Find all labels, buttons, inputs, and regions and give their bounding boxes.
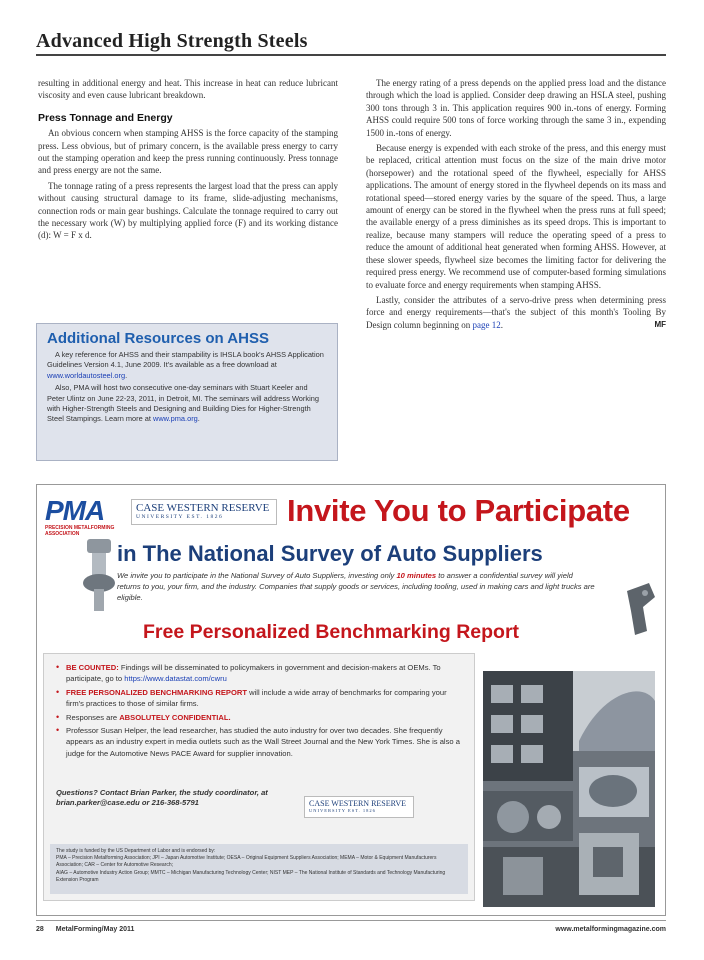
metal-part-image: [81, 535, 117, 615]
running-head-title: Advanced High Strength Steels: [36, 30, 308, 52]
body-paragraph: Because energy is expended with each stroke of the press, and this energy must be replaced, critical attention must focus on the size of the main drive motor (horsepower) and the rotational speed of the flywheel, especially for AHSS applications. The amount of energy stored in the flywheel depends on its mass and rotational speed—stored energy varies by the square of the speed. Thus, a large amount of energy can be stored in the flywheel when the press runs at full speed; the available energy of a press diminishes as its speed drops. This is important to realize, because many stampers will reduce the operating speed of a press to reduce the amount of additional heat generated when forming AHSS. However, at these slower speeds, flywheel size becomes the limiting factor for delivering the required press energy. We recommend use of computer-based forming simulations to evaluate force and energy requirements when stamping AHSS.: [366, 143, 666, 290]
list-item: • Responses are ABSOLUTELY CONFIDENTIAL.: [56, 712, 466, 723]
endorsement-footnote: The study is funded by the US Department of Labor and is endorsed by: PMA – Precision Metalforming Association; JPI – Japan Automotive Institute; OESA – Original Equipment Suppliers Association; MEMA – Motor & Equipment Manufacturers Association; CAR – Center for Automotive Research; AIAG – Automotive Industry Action Group; MMTC – Michigan Manufacturing Technology Center; NIST MEP – The National Institute of Standards and Technology Manufacturing Extension Program: [50, 844, 468, 894]
body-paragraph: The tonnage rating of a press represents the largest load that the press can apply without causing structural damage to its frame, slide-adjusting mechanisms, connection rods or main gear bushings. Calculate the tonnage required to carry out the necessary work (W) by multiplying applied force (F) and its working distance (d): W = F x d.: [38, 180, 338, 241]
resources-sidebar: [36, 323, 338, 461]
list-item: • BE COUNTED: Findings will be disseminated to policymakers in government and decision-makers at OEMs. To participate, go to https://www.datastat.com/cwru: [56, 662, 466, 685]
survey-link[interactable]: https://www.datastat.com/cwru: [124, 674, 227, 684]
right-column: [366, 77, 666, 334]
resources-paragraph: A key reference for AHSS and their stampability is IHSLA book's AHSS Application Guidelines Version 4.1, June 2009. It's available as a free download at www.worldautosteel.org.: [47, 350, 324, 380]
pma-logo: PMA PRECISION METALFORMING ASSOCIATION: [45, 495, 115, 537]
section-heading: Press Tonnage and Energy: [38, 111, 173, 124]
worldautosteel-link[interactable]: www.worldautosteel.org: [47, 370, 126, 380]
footer-website: www.metalformingmagazine.com: [555, 926, 666, 933]
publication-name: MetalForming/May 2011: [55, 926, 135, 933]
left-column: [38, 77, 338, 245]
cwru-logo: CASE WESTERN RESERVE UNIVERSITY EST. 1826: [131, 499, 277, 525]
header-rule: [36, 54, 666, 56]
ad-bullets-panel: [43, 653, 475, 901]
pma-link[interactable]: www.pma.org: [153, 414, 198, 424]
continued-paragraph: resulting in additional energy and heat. This increase in heat can reduce lubricant viscosity and even cause lubricant breakdown.: [38, 78, 338, 101]
resources-title: Additional Resources on AHSS: [47, 330, 269, 347]
body-paragraph: An obvious concern when stamping AHSS is the force capacity of the stamping press. Less obvious, but of primary concern, is the available press energy to carry out the stamping operation and keep the press running continuously. Press tonnage and press energy are not the same.: [38, 128, 338, 176]
resources-paragraph: Also, PMA will host two consecutive one-day seminars with Stuart Keeler and Peter Ulintz on June 22-23, 2011, in Detroit, MI. The seminars will address Working with Higher-Strength Steels and Designing and Building Dies for Higher-Strength Steel Stampings. Learn more at www.pma.org.: [47, 383, 319, 424]
body-paragraph: The energy rating of a press depends on the applied press load and the distance through which the load is applied. Consider deep drawing an HSLA steel, pushing 300 tons through 3 in. This application requires 900 in.-tons of energy. Forming AHSS could require 500 tons of force working through the same 3 in., expending 1500 in.-tons of energy.: [366, 78, 666, 138]
page-header: [36, 30, 666, 56]
contact-info: Questions? Contact Brian Parker, the study coordinator, at brian.parker@case.edu or 216-368-5791: [56, 788, 268, 808]
list-item: • FREE PERSONALIZED BENCHMARKING REPORT will include a wide array of benchmarks for comparing your firm's practices to those of similar firms.: [56, 687, 466, 710]
cwru-logo-small: CASE WESTERN RESERVE UNIVERSITY EST. 1826: [304, 796, 414, 818]
page-number: 28: [36, 926, 44, 933]
list-item: • Professor Susan Helper, the lead researcher, has studied the auto industry for over two decades. She frequently appears as an industry expert in media outlets such as the Wall Street Journal and the New York Times. She is also a judge for the Automotive News PACE Award for supplier innovation.: [56, 725, 466, 759]
page-12-link[interactable]: page 12: [472, 319, 501, 330]
page-footer-left: [36, 926, 146, 933]
ad-subheadline: in The National Survey of Auto Suppliers: [117, 541, 543, 566]
ad-intro: We invite you to participate in the National Survey of Auto Suppliers, investing only 10 minutes to answer a confidential survey will yield returns to you, your firm, and the industry. Companies that supply goods or services, including tooling, used in making cars and light trucks are eligible.: [117, 571, 595, 602]
benchmarking-title: Free Personalized Benchmarking Report: [143, 621, 520, 643]
footer-rule: [36, 920, 666, 921]
bracket-part-image: [623, 581, 657, 637]
end-mark: MF: [654, 319, 666, 329]
ad-headline: Invite You to Participate: [287, 493, 630, 528]
auto-parts-photo: [483, 671, 655, 907]
body-paragraph: Lastly, consider the attributes of a servo-drive press when determining press force and energy requirements—that's the subject of this month's Tooling By Design column beginning on page 12. MF: [366, 294, 666, 330]
survey-advertisement: [36, 484, 666, 916]
ad-bullet-list: [44, 654, 474, 759]
